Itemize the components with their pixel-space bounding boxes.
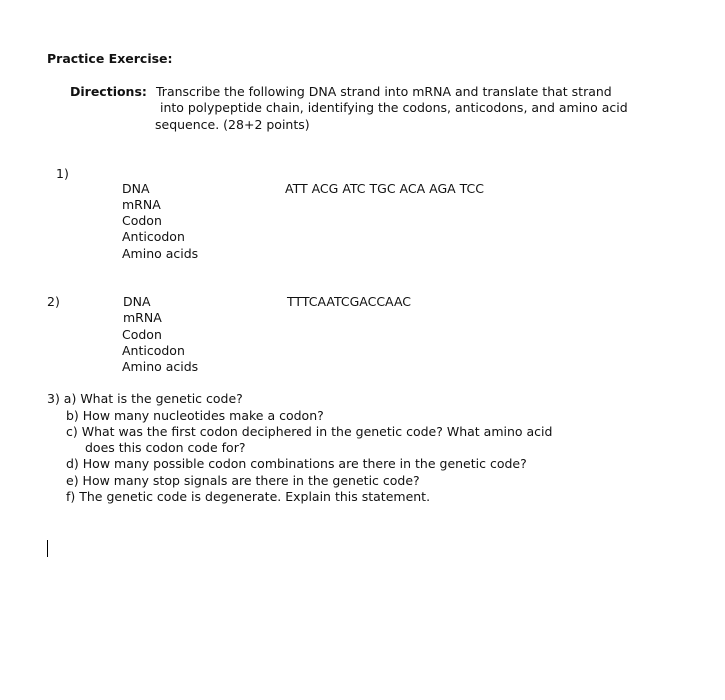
page-title: Practice Exercise: — [47, 51, 173, 66]
directions-line-1: Transcribe the following DNA strand into mRNA and translate that strand — [156, 84, 612, 99]
question-3d: d) How many possible codon combinations are there in the genetic code? — [66, 456, 527, 471]
question-3e: e) How many stop signals are there in the genetic code? — [66, 473, 420, 488]
problem-2-row-dna: DNA — [123, 294, 151, 309]
directions-line-2: into polypeptide chain, identifying the codons, anticodons, and amino acid — [160, 100, 628, 115]
directions-label: Directions: — [70, 84, 147, 99]
problem-1-row-mrna: mRNA — [122, 197, 161, 212]
problem-2-row-anticodon: Anticodon — [122, 343, 185, 358]
question-3c-line-1: c) What was the first codon deciphered in the genetic code? What amino acid — [66, 424, 553, 439]
directions-line-3: sequence. (28+2 points) — [155, 117, 310, 132]
question-3f: f) The genetic code is degenerate. Explain this statement. — [66, 489, 431, 504]
problem-2-row-mrna: mRNA — [123, 310, 162, 325]
problem-1-row-anticodon: Anticodon — [122, 229, 185, 244]
question-3c-line-2: does this codon code for? — [85, 440, 246, 455]
text-cursor[interactable] — [47, 540, 48, 557]
problem-1-dna-strand: ATT ACG ATC TGC ACA AGA TCC — [285, 181, 485, 196]
problem-1-number: 1) — [56, 166, 69, 181]
problem-1-row-codon: Codon — [122, 213, 162, 228]
problem-2-row-codon: Codon — [122, 327, 162, 342]
question-3b: b) How many nucleotides make a codon? — [66, 408, 324, 423]
problem-1-row-amino-acids: Amino acids — [122, 246, 199, 261]
question-3a: 3) a) What is the genetic code? — [47, 391, 243, 406]
problem-2-row-amino-acids: Amino acids — [122, 359, 199, 374]
problem-2-dna-strand: TTTCAATCGACCAAC — [287, 294, 412, 309]
problem-1-row-dna: DNA — [122, 181, 150, 196]
problem-2-number: 2) — [47, 294, 60, 309]
